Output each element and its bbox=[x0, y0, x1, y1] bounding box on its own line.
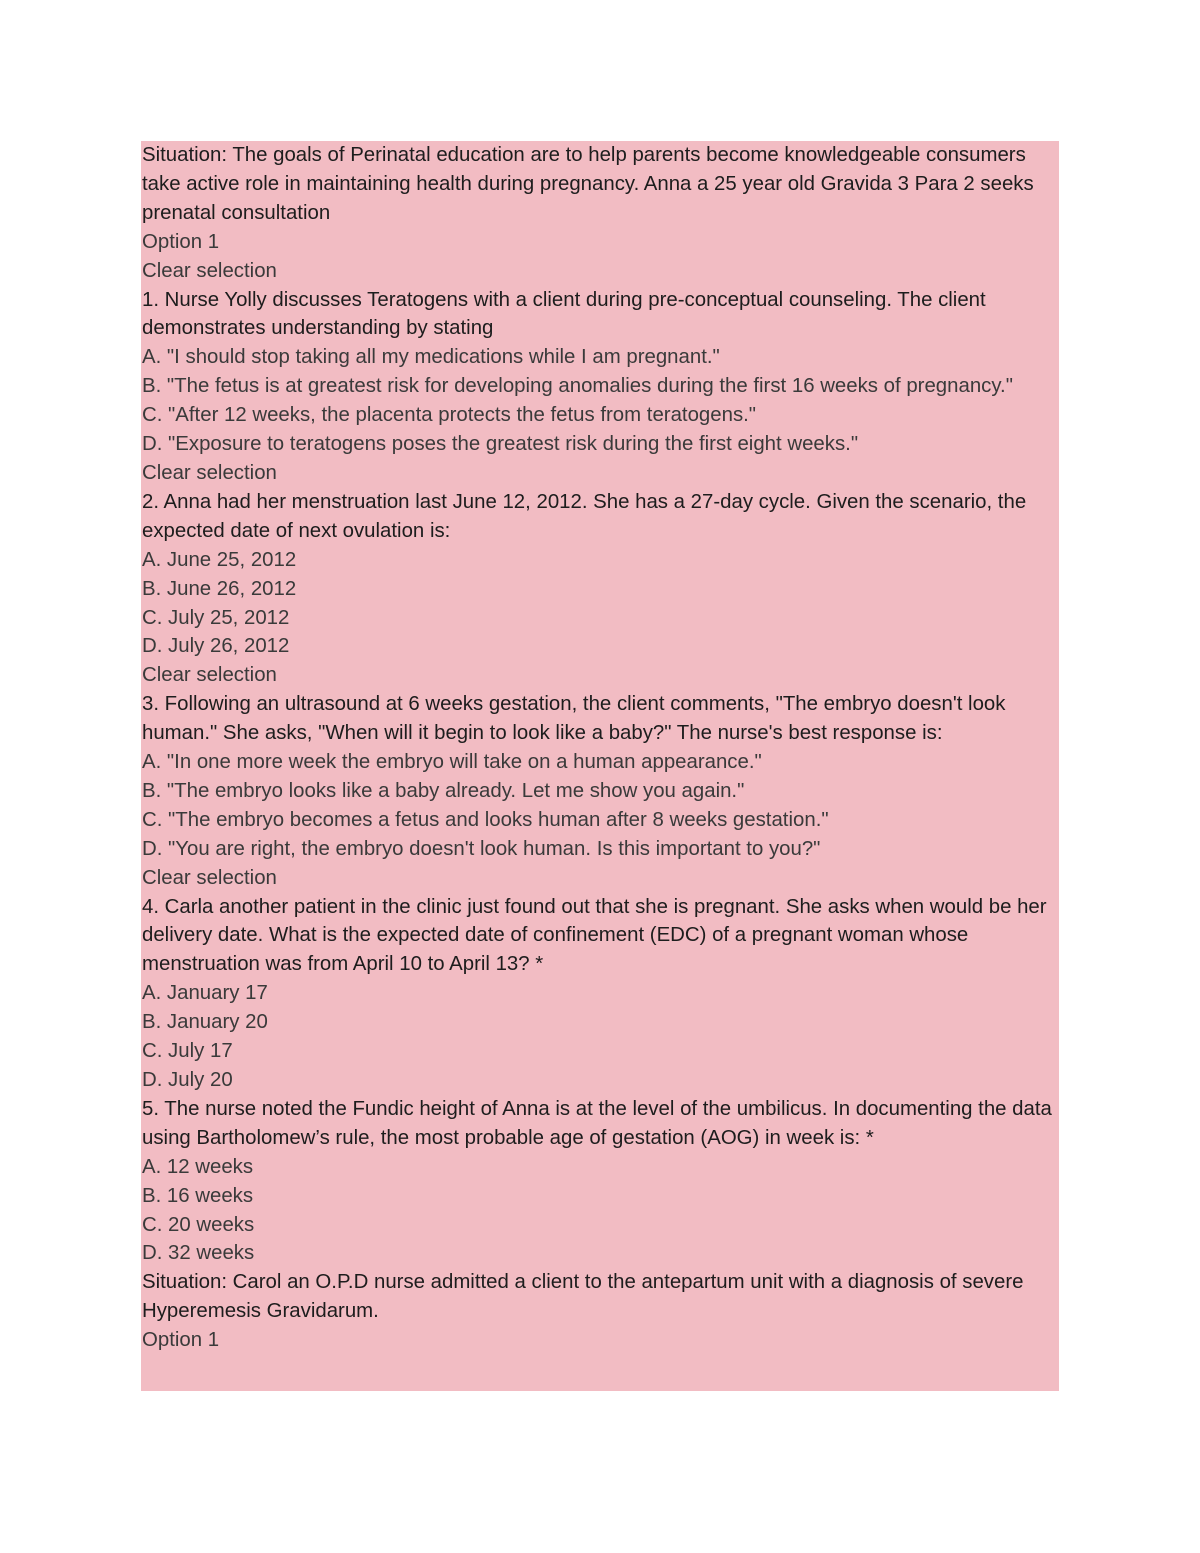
choice-3b: B. "The embryo looks like a baby already. Let me show you again." bbox=[142, 779, 745, 802]
choice-1c: C. "After 12 weeks, the placenta protects the fetus from teratogens." bbox=[142, 404, 757, 427]
choice-5a: A. 12 weeks bbox=[142, 1155, 254, 1178]
situation-text: Situation: Carol an O.P.D nurse admitted a client to the antepartum unit with a diagnosis of severe Hyperemesis Gravidarum. bbox=[142, 1271, 1024, 1323]
choice-4a: A. January 17 bbox=[142, 982, 268, 1005]
choice-1d: D. "Exposure to teratogens poses the greatest risk during the first eight weeks." bbox=[142, 433, 859, 456]
choice-3d: D. "You are right, the embryo doesn't look human. Is this important to you?" bbox=[142, 837, 821, 860]
choice-4d: D. July 20 bbox=[142, 1069, 233, 1091]
choice-1b: B. "The fetus is at greatest risk for developing anomalies during the first 16 weeks of pregnancy." bbox=[142, 375, 1013, 398]
choice-5d: D. 32 weeks bbox=[142, 1242, 255, 1265]
clear-selection-label: Clear selection bbox=[142, 664, 277, 687]
option-label: Option 1 bbox=[142, 1329, 220, 1352]
choice-1a: A. "I should stop taking all my medications while I am pregnant." bbox=[142, 346, 720, 369]
situation-text: Situation: The goals of Perinatal education are to help parents become knowledgeable consumers take active role in maintaining health during pregnancy. Anna a 25 year old Gravida 3 Para 2 seeks prenatal consultation bbox=[142, 144, 1034, 224]
question-2: 2. Anna had her menstruation last June 12, 2012. She has a 27-day cycle. Given the scenario, the expected date of next ovulation is: bbox=[142, 490, 1027, 542]
clear-selection-label: Clear selection bbox=[142, 461, 277, 484]
highlighted-text-block bbox=[141, 141, 1059, 1391]
choice-5b: B. 16 weeks bbox=[142, 1184, 254, 1207]
choice-4b: B. January 20 bbox=[142, 1011, 268, 1034]
choice-5c: C. 20 weeks bbox=[142, 1213, 255, 1236]
choice-2d: D. July 26, 2012 bbox=[142, 635, 290, 658]
question-1: 1. Nurse Yolly discusses Teratogens with a client during pre-conceptual counseling. The client demonstrates understanding by stating bbox=[142, 288, 986, 340]
option-label: Option 1 bbox=[142, 230, 220, 253]
question-5: 5. The nurse noted the Fundic height of Anna is at the level of the umbilicus. In documenting the data using Bartholomew’s rule, the most probable age of gestation (AOG) in week is: * bbox=[142, 1097, 1052, 1149]
choice-2b: B. June 26, 2012 bbox=[142, 577, 297, 600]
choice-2a: A. June 25, 2012 bbox=[142, 548, 297, 571]
choice-4c: C. July 17 bbox=[142, 1040, 233, 1063]
clear-selection-label: Clear selection bbox=[142, 259, 277, 282]
clear-selection-label: Clear selection bbox=[142, 866, 277, 889]
choice-3a: A. "In one more week the embryo will take on a human appearance." bbox=[142, 751, 762, 774]
choice-2c: C. July 25, 2012 bbox=[142, 606, 290, 629]
question-4: 4. Carla another patient in the clinic just found out that she is pregnant. She asks when would be her delivery date. What is the expected date of confinement (EDC) of a pregnant woman whose menstruation was from April 10 to April 13? * bbox=[142, 895, 1047, 976]
choice-3c: C. "The embryo becomes a fetus and looks human after 8 weeks gestation." bbox=[142, 808, 829, 831]
question-3: 3. Following an ultrasound at 6 weeks gestation, the client comments, "The embryo doesn't look human." She asks, "When will it begin to look like a baby?" The nurse's best response is: bbox=[142, 693, 1006, 745]
